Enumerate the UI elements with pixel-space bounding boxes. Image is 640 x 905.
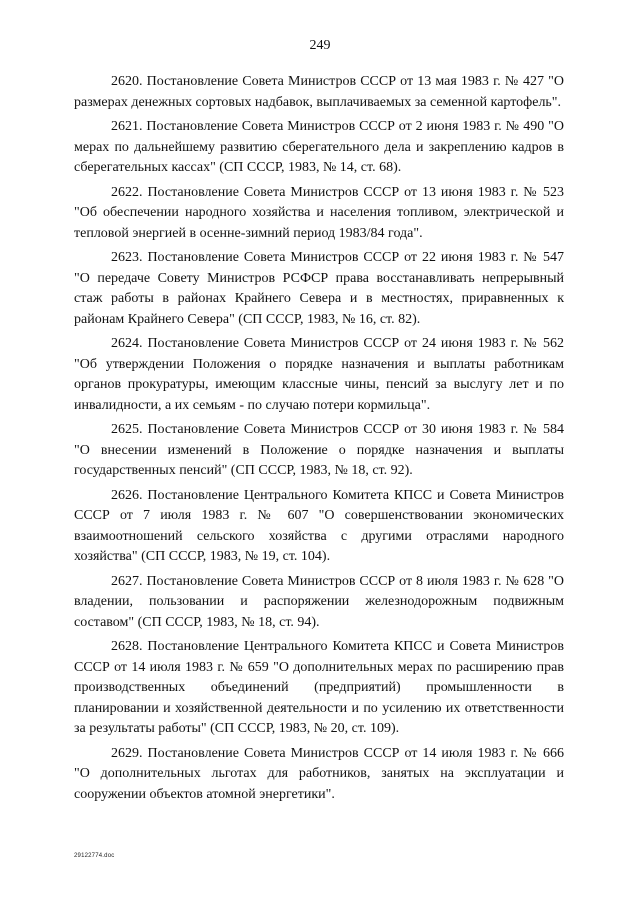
- list-item: 2626. Постановление Центрального Комитета КПСС и Совета Министров СССР от 7 июля 1983 г. № 607 "О совершенствовании экономических взаимоотношений сельского хозяйства с другими отраслями народного хозяйства" (СП СССР, 1983, № 19, ст. 104).: [74, 487, 564, 564]
- list-item: 2620. Постановление Совета Министров СССР от 13 мая 1983 г. № 427 "О размерах денежных сортовых надбавок, выплачиваемых за семенной картофель".: [74, 74, 564, 110]
- footer-filename: 29122774.doc: [74, 853, 115, 859]
- list-item: 2628. Постановление Центрального Комитета КПСС и Совета Министров СССР от 14 июля 1983 г. № 659 "О дополнительных мерах по расширению прав производственных объединений (предприятий) промышленности в планировании и хозяйственной деятельности и по усилению их ответственности за результаты работы" (СП СССР, 1983, № 20, ст. 109).: [74, 639, 564, 736]
- list-item: 2623. Постановление Совета Министров СССР от 22 июня 1983 г. № 547 "О передаче Совету Министров РСФСР права восстанавливать непрерывный стаж работы в районах Крайнего Севера и в местностях, приравненных к районам Крайнего Севера" (СП СССР, 1983, № 16, ст. 82).: [74, 250, 564, 327]
- list-item: 2625. Постановление Совета Министров СССР от 30 июня 1983 г. № 584 "О внесении изменений в Положение о порядке назначения и выплаты государственных пенсий" (СП СССР, 1983, № 18, ст. 92).: [74, 422, 564, 478]
- list-item: 2621. Постановление Совета Министров СССР от 2 июня 1983 г. № 490 "О мерах по дальнейшему развитию сберегательного дела и закреплению кадров в сберегательных кассах" (СП СССР, 1983, № 14, ст. 68).: [74, 119, 564, 175]
- list-item: 2622. Постановление Совета Министров СССР от 13 июня 1983 г. № 523 "Об обеспечении народного хозяйства и населения топливом, электрической и тепловой энергией в осенне-зимний период 1983/84 года".: [74, 184, 564, 241]
- page-number: 249: [309, 38, 331, 53]
- list-item: 2627. Постановление Совета Министров СССР от 8 июля 1983 г. № 628 "О владении, пользовании и распоряжении железнодорожным подвижным составом" (СП СССР, 1983, № 18, ст. 94).: [74, 573, 564, 630]
- list-item: 2624. Постановление Совета Министров СССР от 24 июня 1983 г. № 562 "Об утверждении Положения о порядке назначения и выплаты работникам органов прокуратуры, имеющим классные чины, пенсий за выслугу лет и по инвалидности, а их семьям - по случаю потери кормильца".: [74, 336, 564, 413]
- list-item: 2629. Постановление Совета Министров СССР от 14 июля 1983 г. № 666 "О дополнительных льготах для работников, занятых на эксплуатации и сооружении объектов атомной энергетики".: [74, 745, 564, 802]
- document-body: [74, 72, 564, 809]
